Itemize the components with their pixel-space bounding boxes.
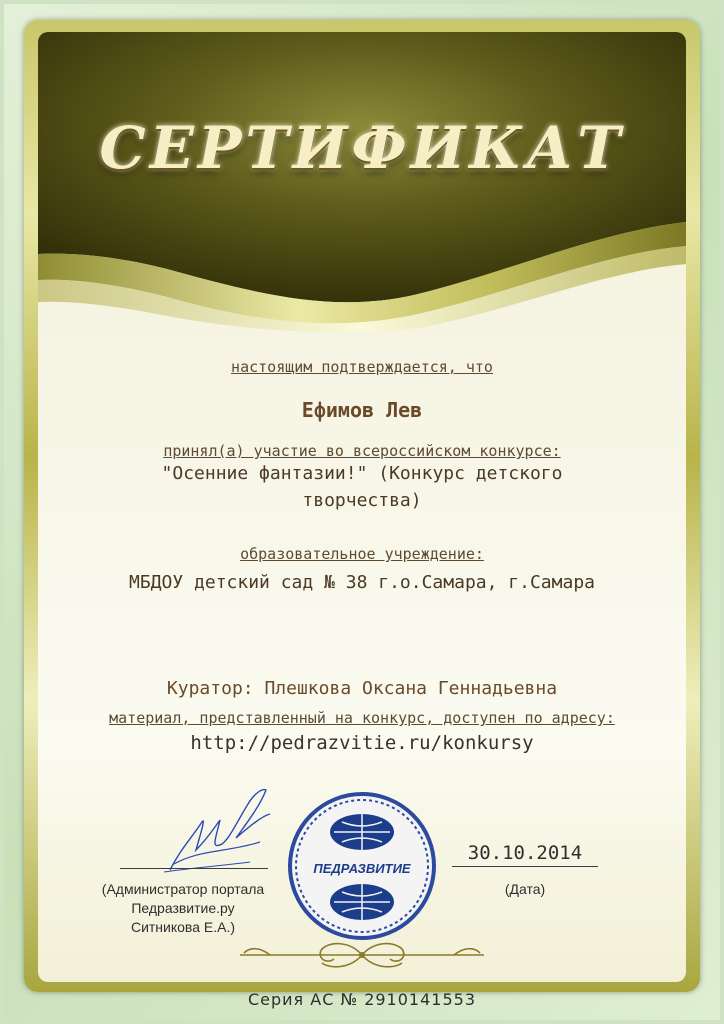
date-caption: (Дата) bbox=[504, 881, 546, 897]
confirm-text: настоящим подтверждается, что bbox=[231, 358, 493, 376]
contest-title-line2: творчества) bbox=[302, 490, 422, 511]
participant-name: Ефимов Лев bbox=[301, 398, 423, 422]
admin-signature bbox=[150, 780, 280, 880]
portal-url: http://pedrazvitie.ru/konkursy bbox=[190, 732, 534, 754]
signature-line bbox=[120, 868, 268, 869]
seal-label: ПЕДРАЗВИТИЕ bbox=[313, 861, 411, 876]
admin-caption-line1: (Администратор портала bbox=[101, 881, 265, 897]
ornament-flourish bbox=[230, 935, 494, 975]
certificate-date: 30.10.2014 bbox=[467, 842, 583, 864]
material-text: материал, представленный на конкурс, доступен по адресу: bbox=[109, 709, 615, 727]
admin-caption-line3: Ситникова Е.А.) bbox=[130, 919, 236, 935]
serial-number: Серия АС № 2910141553 bbox=[247, 990, 476, 1009]
admin-caption bbox=[58, 880, 308, 937]
institution-label: образовательное учреждение: bbox=[240, 545, 484, 563]
curator-text: Куратор: Плешкова Оксана Геннадьевна bbox=[166, 678, 558, 699]
admin-caption-line2: Педразвитие.ру bbox=[131, 900, 235, 916]
participation-text: принял(а) участие во всероссийском конкурсе: bbox=[163, 442, 561, 460]
date-line bbox=[452, 866, 598, 867]
pedrazvitie-seal bbox=[286, 790, 438, 942]
certificate-title: СЕРТИФИКАТ bbox=[99, 114, 625, 182]
institution-name: МБДОУ детский сад № 38 г.о.Самара, г.Самара bbox=[129, 572, 595, 593]
contest-title-line1: "Осенние фантазии!" (Конкурс детского bbox=[161, 463, 563, 484]
